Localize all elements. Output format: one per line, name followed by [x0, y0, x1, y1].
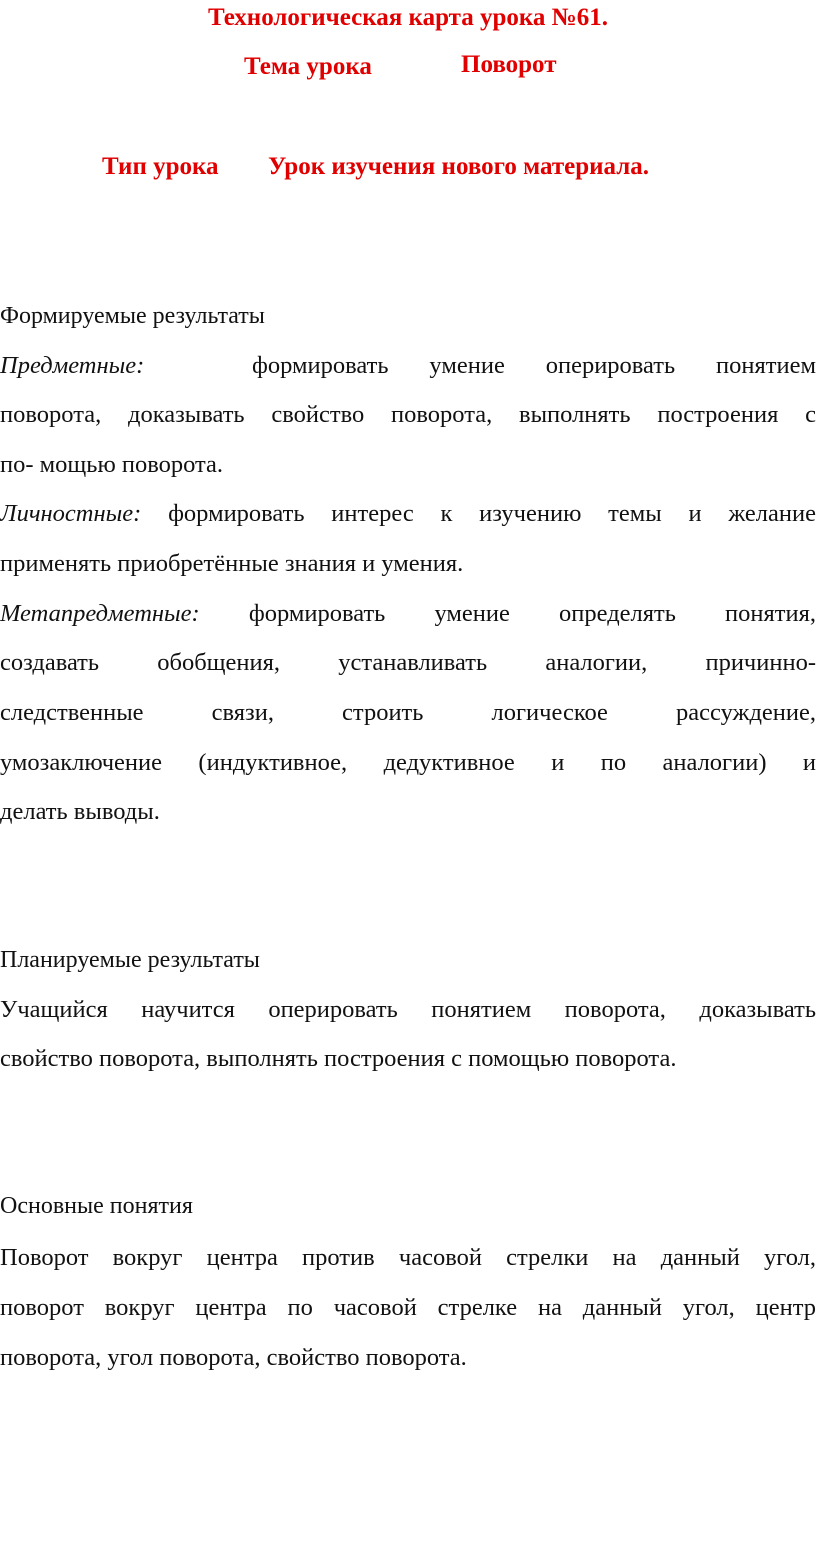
meta-results-text: формировать умение определять понятия,	[248, 600, 816, 627]
planned-results-line-2: свойство поворота, выполнять построения с помощью поворота.	[0, 1045, 677, 1072]
basic-concepts-heading: Основные понятия	[0, 1193, 193, 1219]
meta-results-line	[0, 600, 816, 628]
subject-results-label: Предметные:	[0, 352, 145, 379]
formed-results-heading: Формируемые результаты	[0, 303, 265, 329]
meta-results-line-2: создавать обобщения, устанавливать аналогии, причинно-	[0, 649, 816, 676]
lesson-type-label: Тип урока	[102, 153, 219, 180]
personal-results-label: Личностные:	[0, 500, 142, 527]
lesson-topic-value: Поворот	[461, 51, 557, 78]
planned-results-line-1: Учащийся научится оперировать понятием поворота, доказывать	[0, 996, 816, 1023]
basic-concepts-line-2: поворот вокруг центра по часовой стрелке на данный угол, центр	[0, 1294, 816, 1321]
personal-results-line-2: применять приобретённые знания и умения.	[0, 550, 464, 577]
lesson-type-value: Урок изучения нового материала.	[268, 153, 650, 180]
meta-results-line-3: следственные связи, строить логическое рассуждение,	[0, 699, 816, 726]
personal-results-line	[0, 500, 816, 528]
document-title: Технологическая карта урока №61.	[207, 4, 609, 31]
basic-concepts-line-3: поворота, угол поворота, свойство поворота.	[0, 1344, 467, 1371]
meta-results-line-5: делать выводы.	[0, 798, 160, 825]
subject-results-line-3: по- мощью поворота.	[0, 451, 224, 478]
meta-results-line-4: умозаключение (индуктивное, дедуктивное и по аналогии) и	[0, 749, 816, 776]
subject-results-line-2: поворота, доказывать свойство поворота, выполнять построения с	[0, 401, 816, 428]
subject-results-text: формировать умение оперировать понятием	[252, 352, 816, 379]
planned-results-heading: Планируемые результаты	[0, 947, 260, 973]
personal-results-text: формировать интерес к изучению темы и желание	[168, 500, 816, 527]
basic-concepts-line-1: Поворот вокруг центра против часовой стрелки на данный угол,	[0, 1244, 816, 1271]
subject-results-line	[0, 352, 816, 380]
meta-results-label: Метапредметные:	[0, 600, 200, 627]
lesson-topic-label: Тема урока	[244, 53, 372, 80]
